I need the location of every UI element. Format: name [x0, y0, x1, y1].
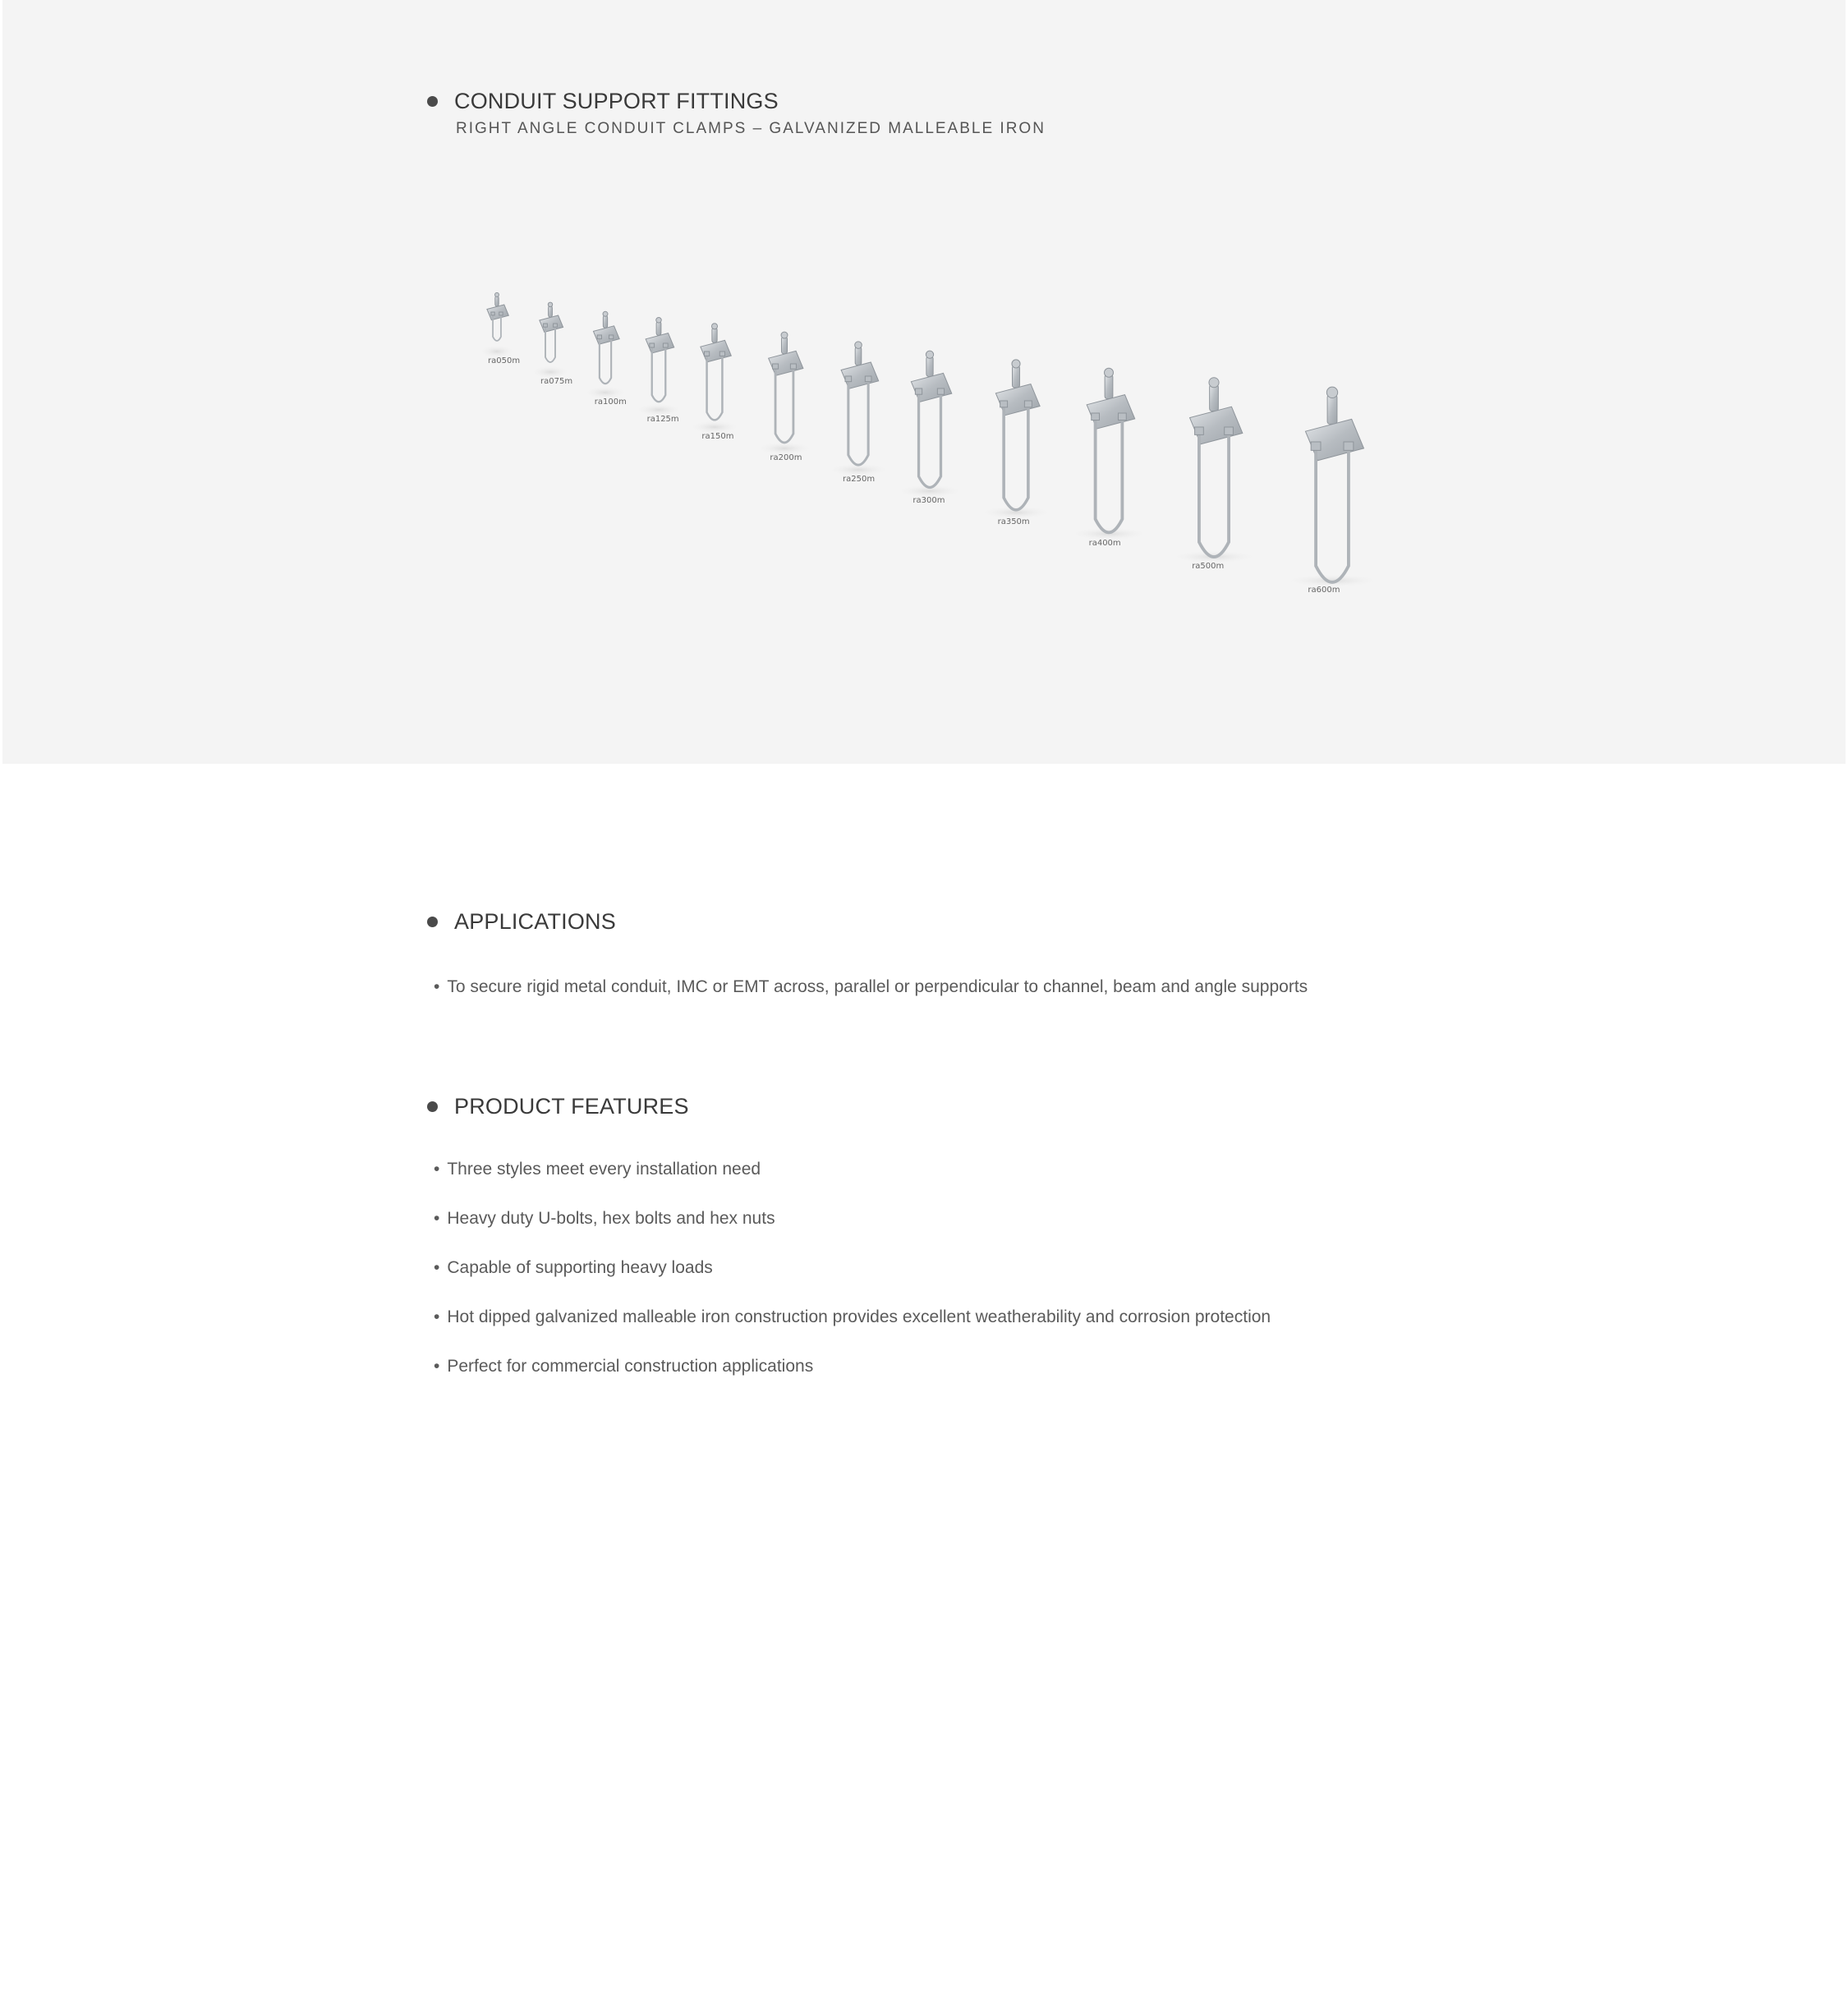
applications-title: APPLICATIONS [454, 909, 616, 934]
clamp-label: ra300m [913, 496, 945, 505]
clamp-label: ra050m [488, 356, 521, 365]
clamp-item [756, 332, 813, 462]
clamp-label: ra125m [646, 415, 679, 424]
clamp-item [1069, 368, 1149, 548]
clamp-label: ra150m [701, 432, 734, 441]
bullet-dot-icon [427, 96, 438, 107]
clamp-label: ra350m [997, 517, 1030, 526]
clamp-item [689, 324, 740, 441]
clamp-item [584, 311, 627, 407]
feature-item: • Capable of supporting heavy loads [434, 1257, 1271, 1306]
feature-item: • Heavy duty U-bolts, hex bolts and hex nuts [434, 1207, 1271, 1257]
features-list [434, 1158, 1271, 1404]
clamp-item [1284, 387, 1381, 595]
clamp-lineup [411, 271, 1446, 616]
bullet-dot-icon [427, 1101, 438, 1112]
clamp-item [896, 351, 963, 505]
bullet-dot-icon [427, 917, 438, 927]
features-title: PRODUCT FEATURES [454, 1094, 689, 1119]
feature-item: • Hot dipped galvanized malleable iron construction provides excellent weatherability and corrosion protection [434, 1306, 1271, 1355]
clamp-label: ra100m [594, 398, 627, 407]
product-image [411, 271, 1446, 616]
clamp-label: ra250m [843, 475, 876, 484]
clamp-item [635, 318, 683, 424]
features-heading [427, 1094, 689, 1119]
hero-heading [427, 89, 779, 114]
clamp-label: ra600m [1308, 586, 1340, 595]
clamp-label: ra075m [540, 377, 573, 386]
application-item: • To secure rigid metal conduit, IMC or EMT across, parallel or perpendicular to channel, beam and angle supports [434, 977, 1308, 997]
feature-item: • Three styles meet every installation need [434, 1158, 1271, 1207]
clamp-item [979, 360, 1053, 526]
clamp-item [1170, 378, 1257, 571]
page-title: CONDUIT SUPPORT FITTINGS [454, 89, 779, 113]
page-subtitle: RIGHT ANGLE CONDUIT CLAMPS – GALVANIZED MALLEABLE IRON [456, 120, 1046, 137]
clamp-item [827, 342, 890, 484]
clamp-item [479, 292, 520, 365]
clamp-item [531, 302, 572, 386]
clamp-label: ra200m [770, 453, 802, 462]
clamp-label: ra400m [1088, 539, 1121, 548]
clamp-label: ra500m [1192, 562, 1225, 571]
applications-heading [427, 909, 616, 935]
feature-item: • Perfect for commercial construction applications [434, 1355, 1271, 1404]
